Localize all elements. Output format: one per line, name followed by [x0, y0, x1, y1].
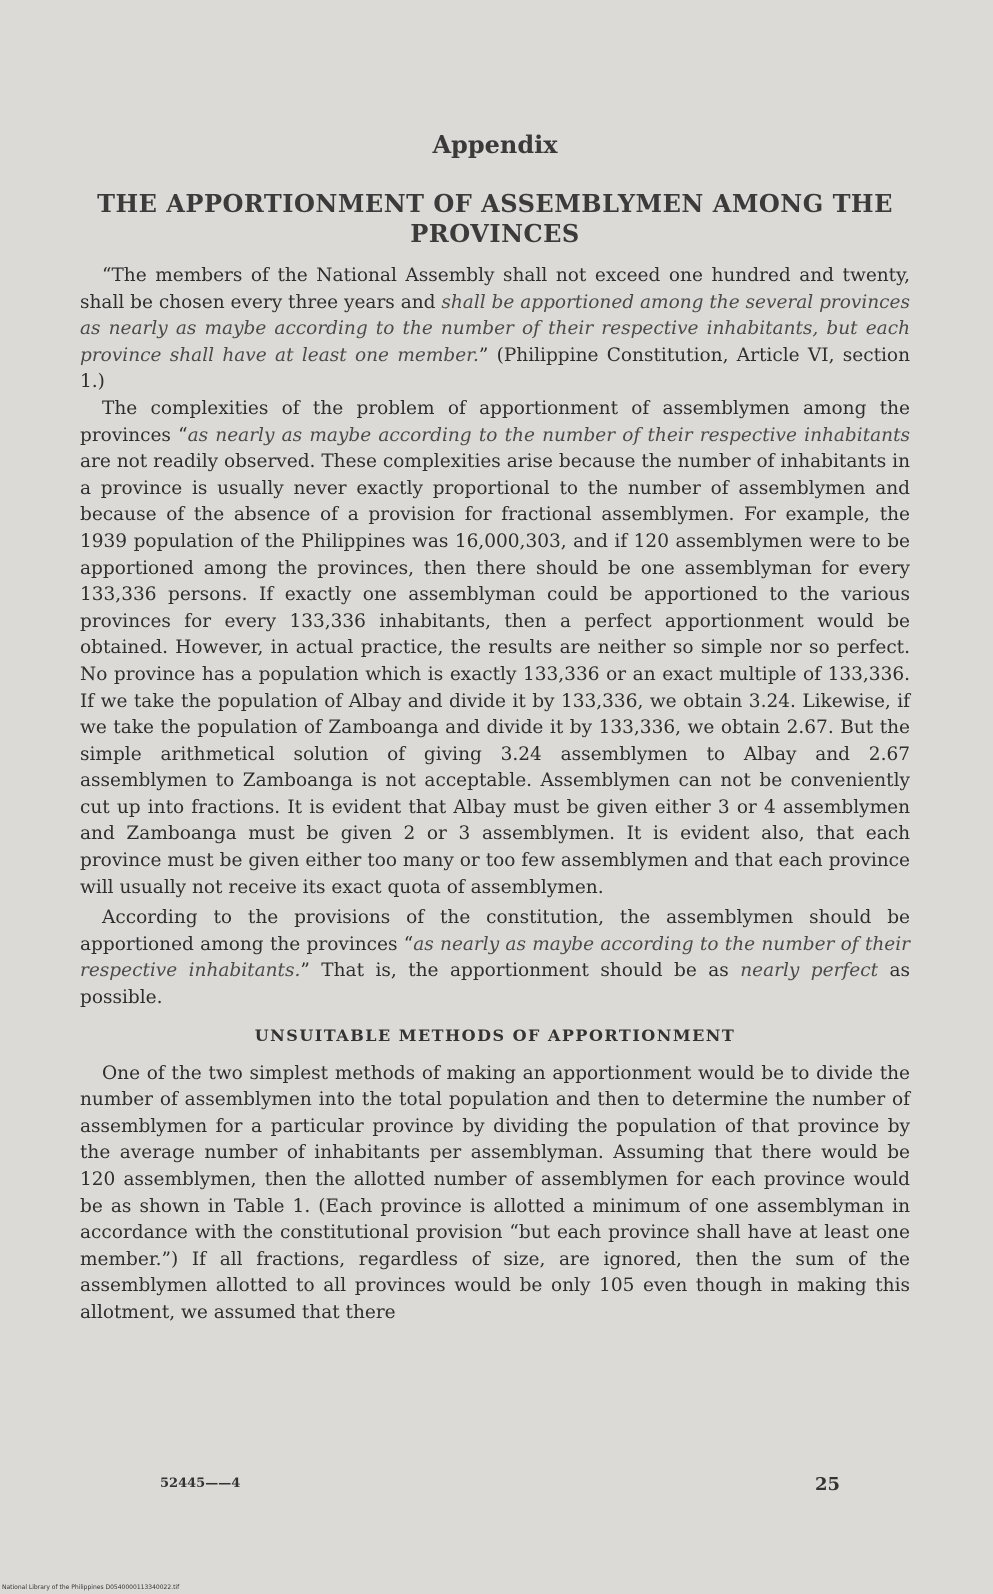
page-number: 25 — [814, 1474, 840, 1495]
printer-signature: 52445——4 — [160, 1476, 241, 1491]
page-content — [80, 130, 910, 1327]
quote-text: “The members of the National Assembly shall not exceed one hundred and twenty, shall be chosen every three years and — [80, 265, 910, 313]
complexities-start: The complexities of the problem of apportionment of assemblymen among the provinces “ — [80, 397, 910, 446]
page-title: THE APPORTIONMENT OF ASSEMBLYMEN AMONG THE PROVINCES — [97, 189, 893, 248]
quote-citation: ” (Philippine Constitution, Article VI, section 1.) — [80, 344, 910, 393]
paragraph-complexities — [80, 396, 910, 901]
provisions-italic: as nearly as maybe according to the number of their respective inhabitants. — [80, 933, 911, 982]
appendix-heading: Appendix — [432, 130, 558, 159]
page-footer — [80, 1474, 910, 1498]
complexities-italic: as nearly as maybe according to the number of their respective inhabitants — [187, 424, 910, 446]
scan-credit: National Library of the Philippines D0540000113340022.tif — [2, 1584, 180, 1591]
paragraph-constitution-quote — [80, 263, 910, 396]
quote-italic: shall be apportioned among the several provinces as nearly as maybe according to the number of their respective inhabitants, but each province shall have at least one member. — [80, 291, 910, 366]
provisions-italic-2: nearly perfect — [740, 960, 879, 982]
complexities-rest: are not readily observed. These complexities arise because the number of inhabitants in a province is usually never exactly proportional to the number of assemblymen and because of the absence of a provision for fractional assemblymen. For example, the 1939 population of the Philippines was 16,000,303, and if 120 assemblymen were to be apportioned among the provinces, then there should be one assemblyman for every 133,336 persons. If exactly one assemblyman could be apportioned to the various provinces for every 133,336 inhabitants, then a perfect apportionment would be obtained. However, in actual practice, the results are neither so simple nor so perfect. No province has a population which is exactly 133,336 or an exact multiple of 133,336. If we take the population of Albay and divide it by 133,336, we obtain 3.24. Likewise, if we take the population of Zamboanga and divide it by 133,336, we obtain 2.67. But the simple arithmetical solution of giving 3.24 assemblymen to Albay and 2.67 assemblymen to Zamboanga is not acceptable. Assemblymen can not be conveniently cut up into fractions. It is evident that Albay must be given either 3 or 4 assemblymen and Zamboanga must be given 2 or 3 assemblymen. It is evident also, that each province must be given either too many or too few assemblymen and that each province will usually not receive its exact quota of assemblymen. — [80, 451, 910, 898]
paragraph-simplest-methods: One of the two simplest methods of making an apportionment would be to divide the number of assemblymen into the total population and then to determine the number of assemblymen for a particular province by dividing the population of that province by the average number of inhabitants per assemblyman. Assuming that there would be 120 assemblymen, then the allotted number of assemblymen for each province would be as shown in Table 1. (Each province is allotted a minimum of one assemblyman in accordance with the constitutional provision “but each province shall have at least one member.”) If all fractions, regardless of size, are ignored, then the sum of the assemblymen allotted to all provinces would be only 105 even though in making this allotment, we assumed that there — [80, 1062, 910, 1323]
section-heading: UNSUITABLE METHODS OF APPORTIONMENT — [254, 1025, 736, 1045]
provisions-mid: ” That is, the apportionment should be as — [300, 960, 741, 982]
paragraph-provisions — [80, 905, 910, 1011]
provisions-end: as possible. — [80, 960, 910, 1009]
provisions-start: According to the provisions of the constitution, the assemblymen should be apportioned among the provinces “ — [80, 907, 910, 955]
